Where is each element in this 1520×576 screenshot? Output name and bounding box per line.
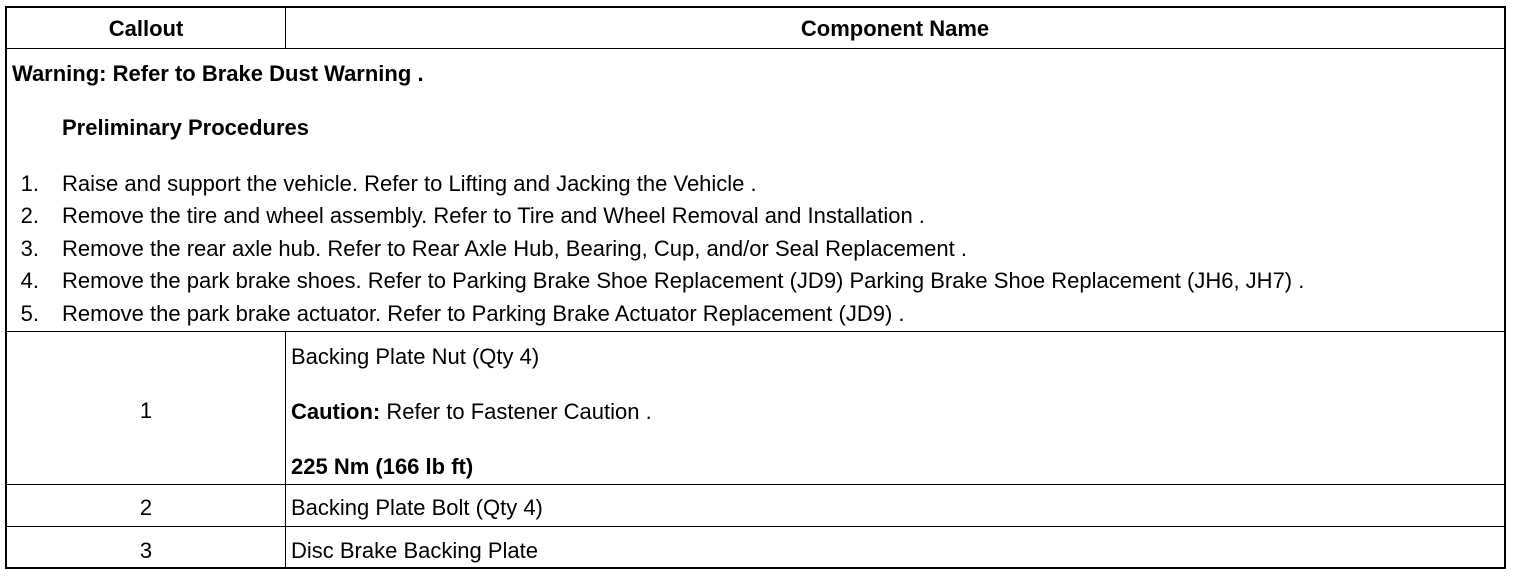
preamble-rule	[7, 331, 1504, 332]
step-text: Remove the tire and wheel assembly. Refer to Tire and Wheel Removal and Installation .	[62, 203, 925, 228]
caution-label: Caution:	[291, 399, 381, 424]
caution-line	[291, 399, 652, 425]
callout-number: 1	[139, 398, 153, 423]
step-text: Raise and support the vehicle. Refer to Lifting and Jacking the Vehicle .	[62, 171, 757, 196]
column-divider	[285, 331, 286, 567]
step-number: 5.	[20, 301, 39, 326]
step-number: 4.	[20, 268, 39, 293]
step-number: 2.	[20, 203, 39, 228]
warning-link[interactable]: Refer to Brake Dust Warning	[112, 61, 412, 86]
step-text: Remove the park brake actuator. Refer to Parking Brake Actuator Replacement (JD9) .	[62, 301, 905, 326]
row-rule	[7, 526, 1504, 527]
row-rule	[7, 484, 1504, 485]
warning-end: .	[417, 61, 424, 86]
components-table	[5, 6, 1506, 569]
step-text: Remove the rear axle hub. Refer to Rear Axle Hub, Bearing, Cup, and/or Seal Replacement .	[62, 236, 967, 261]
component-name: Backing Plate Bolt (Qty 4)	[291, 495, 543, 520]
step-number: 1.	[20, 171, 39, 196]
warning-label: Warning:	[12, 61, 107, 86]
component-name: Disc Brake Backing Plate	[291, 538, 538, 563]
step-text: Remove the park brake shoes. Refer to Parking Brake Shoe Replacement (JD9) Parking Brake Shoe Replacement (JH6, JH7) .	[62, 268, 1305, 293]
callout-number: 3	[139, 538, 153, 563]
torque-spec: 225 Nm (166 lb ft)	[291, 454, 474, 479]
caution-text[interactable]: Refer to Fastener Caution .	[386, 399, 652, 424]
preliminary-title: Preliminary Procedures	[62, 115, 310, 140]
header-component-name: Component Name	[800, 16, 990, 41]
step-number: 3.	[20, 236, 39, 261]
header-rule	[7, 48, 1504, 49]
warning-line	[12, 61, 424, 87]
header-divider	[285, 8, 286, 48]
callout-number: 2	[139, 495, 153, 520]
component-name: Backing Plate Nut (Qty 4)	[291, 344, 540, 369]
header-callout: Callout	[108, 16, 184, 41]
